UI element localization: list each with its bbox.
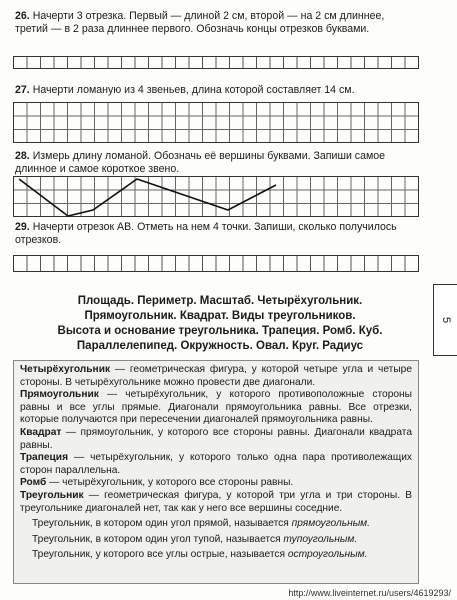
definition: — четырёхугольник, у которого только одна пара противолежащих сторон параллельна.: [20, 452, 412, 476]
page-tab: [433, 284, 457, 356]
task-28: [15, 150, 417, 176]
task-text: Начерти отрезок АВ. Отметь на нем 4 точки. Запиши, сколько получилось отрезков.: [15, 221, 397, 246]
term-italic: прямоугольным.: [291, 518, 371, 530]
broken-line-drawing: [13, 176, 419, 217]
definition: Треугольник, в котором один угол тупой, называется: [32, 533, 284, 545]
task-26: [15, 10, 417, 36]
term: Трапеция: [20, 452, 69, 464]
heading-line: Параллелепипед. Окружность. Овал. Круг. Радиус: [76, 340, 364, 352]
watermark-url: http://www.liveinternet.ru/users/4619293/: [288, 588, 451, 598]
task-number: 29.: [15, 221, 30, 233]
definition: Треугольник, в котором один угол прямой, называется: [32, 518, 292, 530]
term-italic: тупоугольным.: [283, 533, 358, 545]
term: Прямоугольник: [20, 389, 99, 401]
answer-grid-26: [13, 56, 419, 69]
heading-line: Прямоугольник. Квадрат. Виды треугольников.: [84, 310, 356, 322]
task-number: 26.: [15, 10, 30, 22]
definition: — прямоугольник, у которого все стороны равны. Диагонали квадрата равны.: [20, 426, 412, 451]
task-number: 28.: [15, 150, 30, 162]
definition: — геометрическая фигура, у которой четыре угла и четыре стороны. В четырёхугольнике можно провести две диагонали.: [20, 364, 412, 388]
page-number: 5: [440, 316, 452, 324]
heading-line: Высота и основание треугольника. Трапеция. Ромб. Куб.: [57, 325, 383, 337]
term-italic: остроугольным.: [287, 549, 368, 561]
task-text: Начерти ломаную из 4 звеньев, длина которой составляет 14 см.: [32, 84, 355, 96]
answer-grid-27: [13, 102, 419, 143]
term: Ромб: [20, 477, 47, 489]
task-text: Измерь длину ломаной. Обозначь её вершины буквами. Запиши самое длинное и самое короткое звено.: [15, 150, 386, 175]
answer-grid-29: [13, 255, 419, 272]
term: Квадрат: [20, 426, 62, 438]
term: Треугольник: [20, 489, 84, 501]
section-heading: [20, 294, 420, 354]
task-text: Начерти 3 отрезка. Первый — длиной 2 см, второй — на 2 см длиннее, третий — в 2 раза длиннее первого. Обозначь концы отрезков буквами.: [15, 10, 385, 35]
definition: — четырёхугольник, у которого противоположные стороны равны и все углы прямые. Диагонали прямоугольника равны. Все отрезки, которые получаются при пересечении диагоналей прямоугольника равны.: [20, 389, 412, 426]
task-29: [15, 221, 417, 247]
heading-line: Площадь. Периметр. Масштаб. Четырёхугольник.: [77, 295, 363, 307]
definition: — четырёхугольник, у которого все стороны равны.: [46, 477, 294, 489]
term: Четырёхугольник: [20, 364, 111, 375]
definition: — геометрическая фигура, у которой три угла и три стороны. В треугольнике диагоналей нет, так как у него все вершины соседние.: [20, 489, 412, 514]
glossary-box: [13, 360, 419, 584]
task-27: [15, 84, 417, 97]
definition: Треугольник, у которого все углы острые, называется: [32, 549, 288, 561]
task-number: 27.: [15, 84, 30, 96]
